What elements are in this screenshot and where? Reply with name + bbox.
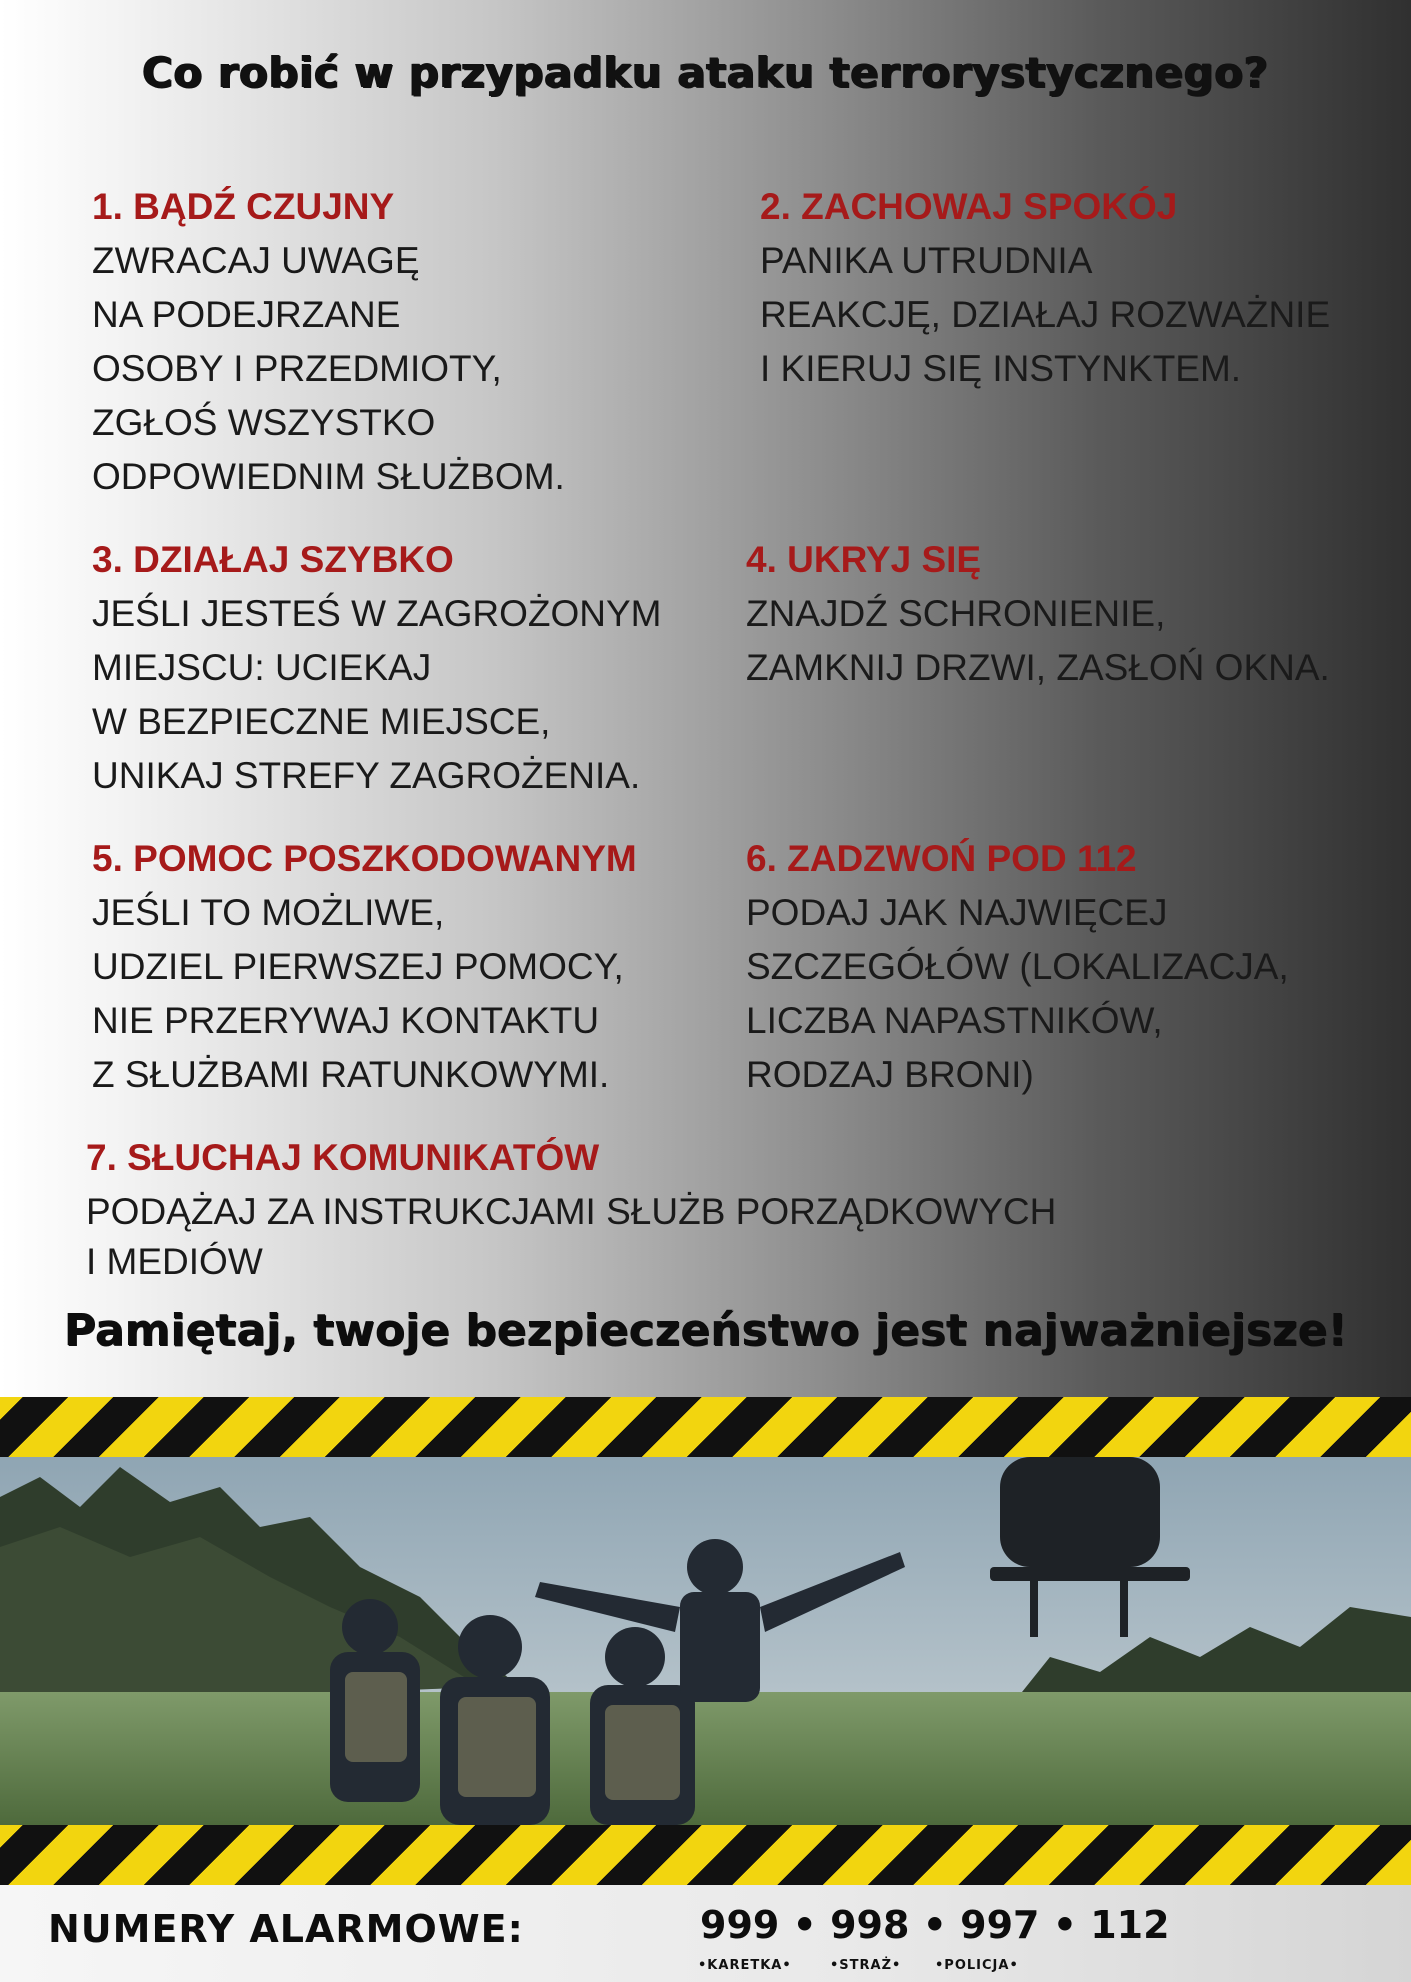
step-line: JEŚLI JESTEŚ W ZAGROŻONYM bbox=[92, 593, 662, 634]
step-line: RODZAJ BRONI) bbox=[746, 1054, 1034, 1095]
step-1 bbox=[92, 180, 565, 504]
step-line: MIEJSCU: UCIEKAJ bbox=[92, 647, 432, 688]
step-line: ZGŁOŚ WSZYSTKO bbox=[92, 402, 436, 443]
step-line: Z SŁUŻBAMI RATUNKOWYMI. bbox=[92, 1054, 610, 1095]
hazard-stripe-bottom bbox=[0, 1825, 1411, 1885]
step-line: LICZBA NAPASTNIKÓW, bbox=[746, 1000, 1163, 1041]
step-heading: 1. BĄDŹ CZUJNY bbox=[92, 186, 395, 227]
step-heading: 3. DZIAŁAJ SZYBKO bbox=[92, 539, 454, 580]
step-line: NA PODEJRZANE bbox=[92, 294, 401, 335]
step-line: JEŚLI TO MOŻLIWE, bbox=[92, 892, 445, 933]
step-3 bbox=[92, 533, 661, 803]
step-4 bbox=[746, 533, 1330, 695]
step-6 bbox=[746, 832, 1289, 1102]
page-title: Co robić w przypadku ataku terrorystycznego? bbox=[142, 48, 1269, 97]
step-line: REAKCJĘ, DZIAŁAJ ROZWAŻNIE bbox=[760, 294, 1331, 335]
service-ambulance: •KARETKA• bbox=[698, 1958, 792, 1973]
step-line: OSOBY I PRZEDMIOTY, bbox=[92, 348, 502, 389]
emergency-footer bbox=[0, 1885, 1411, 1982]
step-heading: 4. UKRYJ SIĘ bbox=[746, 539, 982, 580]
step-heading: 2. ZACHOWAJ SPOKÓJ bbox=[760, 186, 1178, 227]
step-line: ZNAJDŹ SCHRONIENIE, bbox=[746, 593, 1166, 634]
step-line: ODPOWIEDNIM SŁUŻBOM. bbox=[92, 456, 565, 497]
emergency-numbers: 999 • 998 • 997 • 112 bbox=[700, 1903, 1170, 1947]
step-line: ZWRACAJ UWAGĘ bbox=[92, 240, 420, 281]
step-heading: 6. ZADZWOŃ POD 112 bbox=[746, 838, 1137, 879]
step-line: SZCZEGÓŁÓW (LOKALIZACJA, bbox=[746, 946, 1289, 987]
step-5 bbox=[92, 832, 637, 1102]
service-police: •POLICJA• bbox=[935, 1958, 1019, 1973]
step-line: PODĄŻAJ ZA INSTRUKCJAMI SŁUŻB PORZĄDKOWYCH bbox=[86, 1191, 1057, 1232]
step-line: UDZIEL PIERWSZEJ POMOCY, bbox=[92, 946, 624, 987]
tactical-team-photo bbox=[0, 1457, 1411, 1825]
step-line: W BEZPIECZNE MIEJSCE, bbox=[92, 701, 551, 742]
step-line: UNIKAJ STREFY ZAGROŻENIA. bbox=[92, 755, 641, 796]
step-line: I MEDIÓW bbox=[86, 1241, 263, 1282]
step-7 bbox=[86, 1131, 1056, 1285]
step-heading: 7. SŁUCHAJ KOMUNIKATÓW bbox=[86, 1137, 600, 1178]
step-line: ZAMKNIJ DRZWI, ZASŁOŃ OKNA. bbox=[746, 647, 1330, 688]
service-fire: •STRAŻ• bbox=[830, 1958, 902, 1973]
safety-reminder: Pamiętaj, twoje bezpieczeństwo jest najważniejsze! bbox=[63, 1305, 1348, 1356]
step-heading: 5. POMOC POSZKODOWANYM bbox=[92, 838, 637, 879]
step-line: NIE PRZERYWAJ KONTAKTU bbox=[92, 1000, 600, 1041]
step-line: PANIKA UTRUDNIA bbox=[760, 240, 1093, 281]
hazard-stripe-top bbox=[0, 1397, 1411, 1457]
step-line: PODAJ JAK NAJWIĘCEJ bbox=[746, 892, 1168, 933]
step-line: I KIERUJ SIĘ INSTYNKTEM. bbox=[760, 348, 1242, 389]
step-2 bbox=[760, 180, 1330, 396]
emergency-numbers-label: NUMERY ALARMOWE: bbox=[48, 1907, 524, 1951]
